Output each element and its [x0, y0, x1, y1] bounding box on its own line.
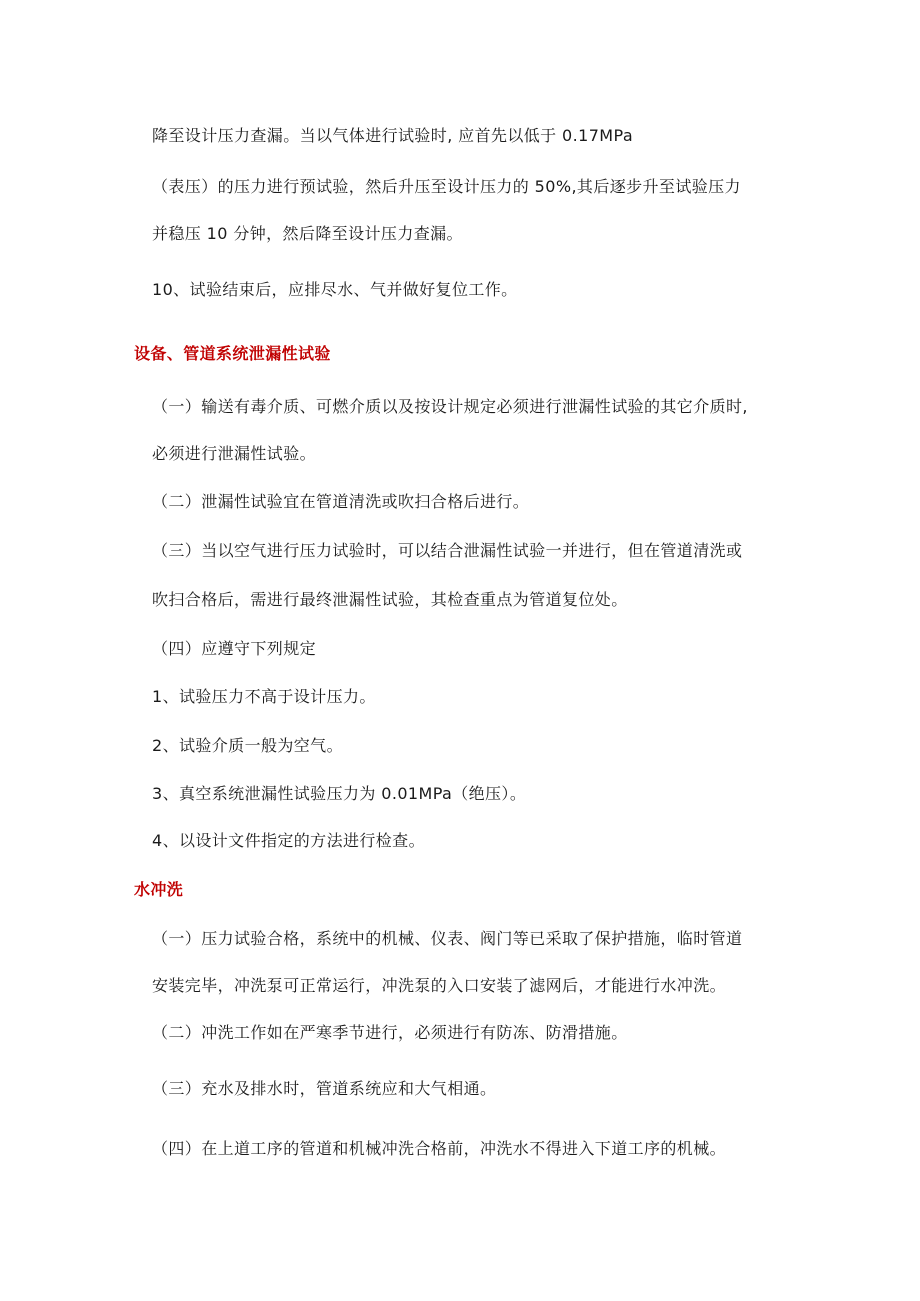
paragraph-line: （二）冲洗工作如在严寒季节进行，必须进行有防冻、防滑措施。: [152, 1023, 628, 1042]
paragraph-line: 10、试验结束后，应排尽水、气并做好复位工作。: [152, 280, 518, 299]
list-item: 2、试验介质一般为空气。: [152, 736, 343, 755]
paragraph-line: （四）在上道工序的管道和机械冲洗合格前，冲洗水不得进入下道工序的机械。: [152, 1139, 727, 1158]
paragraph-line: 降至设计压力查漏。当以气体进行试验时, 应首先以低于 0.17MPa: [152, 126, 634, 145]
paragraph-line: （表压）的压力进行预试验，然后升压至设计压力的 50%,其后逐步升至试验压力: [152, 177, 741, 196]
paragraph-line: （一）输送有毒介质、可燃介质以及按设计规定必须进行泄漏性试验的其它介质时,: [152, 397, 748, 416]
list-item: 1、试验压力不高于设计压力。: [152, 687, 376, 706]
paragraph-line: （三）充水及排水时，管道系统应和大气相通。: [152, 1079, 497, 1098]
paragraph-line: 安装完毕，冲洗泵可正常运行，冲洗泵的入口安装了滤网后，才能进行水冲洗。: [152, 976, 727, 995]
section-heading-leak-test: 设备、管道系统泄漏性试验: [134, 344, 331, 363]
paragraph-line: （三）当以空气进行压力试验时，可以结合泄漏性试验一并进行，但在管道清洗或: [152, 541, 743, 560]
paragraph-line: （二）泄漏性试验宜在管道清洗或吹扫合格后进行。: [152, 492, 530, 511]
section-heading-water-flush: 水冲洗: [134, 880, 184, 899]
paragraph-line: 并稳压 10 分钟，然后降至设计压力查漏。: [152, 224, 463, 243]
paragraph-line: 吹扫合格后，需进行最终泄漏性试验，其检查重点为管道复位处。: [152, 590, 628, 609]
list-item: 4、以设计文件指定的方法进行检查。: [152, 831, 425, 850]
paragraph-line: （四）应遵守下列规定: [152, 639, 317, 658]
list-item: 3、真空系统泄漏性试验压力为 0.01MPa（绝压）。: [152, 784, 527, 803]
paragraph-line: 必须进行泄漏性试验。: [152, 444, 317, 463]
paragraph-line: （一）压力试验合格，系统中的机械、仪表、阀门等已采取了保护措施，临时管道: [152, 929, 743, 948]
